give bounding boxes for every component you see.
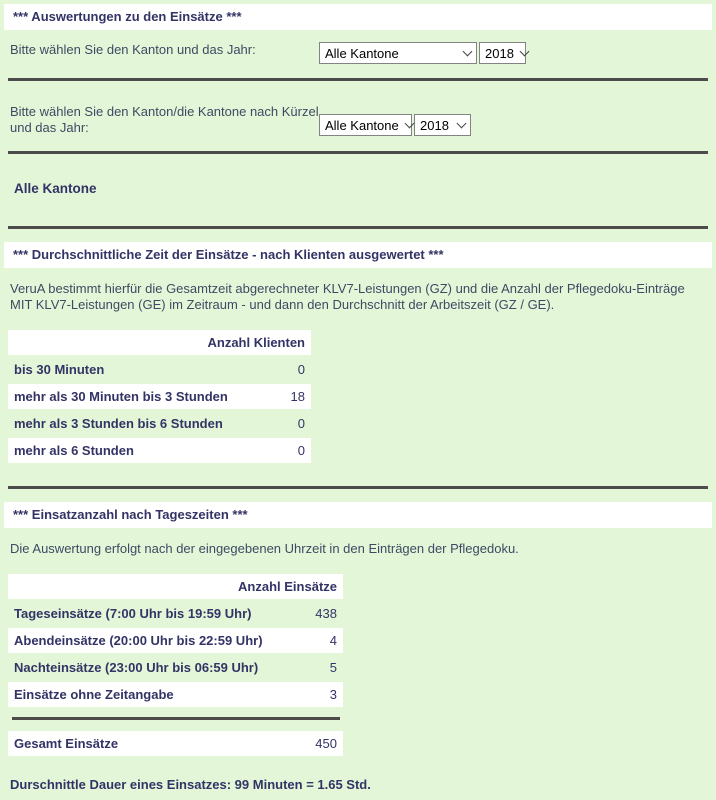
section-divider xyxy=(8,226,708,229)
kanton-year-filter-row xyxy=(4,42,712,64)
selected-kanton-heading: Alle Kantone xyxy=(14,181,97,196)
table-header-row xyxy=(8,574,343,599)
chevron-down-icon xyxy=(457,119,467,129)
table-row xyxy=(8,438,311,463)
row-value: 0 xyxy=(245,411,311,436)
row-label: Abendeinsätze (20:00 Uhr bis 22:59 Uhr) xyxy=(8,628,270,653)
daytime-section-title: *** Einsatzanzahl nach Tageszeiten *** xyxy=(4,502,712,528)
table-row xyxy=(8,601,343,626)
avg-time-section-title: *** Durchschnittliche Zeit der Einsätze - nach Klienten ausgewertet *** xyxy=(4,242,712,268)
year-select-value: 2018 xyxy=(485,45,514,61)
row-value: 18 xyxy=(245,384,311,409)
total-table xyxy=(8,729,343,758)
total-row xyxy=(8,731,343,756)
kuerzel-kanton-select-value: Alle Kantone xyxy=(325,117,399,133)
table-header-row xyxy=(8,330,311,355)
row-label: bis 30 Minuten xyxy=(8,357,245,382)
kuerzel-filter-row xyxy=(4,104,712,136)
kuerzel-selects xyxy=(319,114,471,136)
chevron-down-icon xyxy=(519,47,529,57)
table-row xyxy=(8,411,311,436)
table-row xyxy=(8,655,343,680)
daytime-description: Die Auswertung erfolgt nach der eingegebenen Uhrzeit in den Einträgen der Pflegedoku. xyxy=(10,541,519,556)
row-value: 5 xyxy=(270,655,343,680)
row-value: 4 xyxy=(270,628,343,653)
row-label: Nachteinsätze (23:00 Uhr bis 06:59 Uhr) xyxy=(8,655,270,680)
kanton-year-selects xyxy=(319,42,526,64)
kuerzel-label: Bitte wählen Sie den Kanton/die Kantone nach Kürzel und das Jahr: xyxy=(10,104,319,135)
kuerzel-year-select[interactable] xyxy=(414,114,471,136)
chevron-down-icon xyxy=(463,47,473,57)
kanton-year-label: Bitte wählen Sie den Kanton und das Jahr: xyxy=(10,42,256,57)
row-label: Tageseinsätze (7:00 Uhr bis 19:59 Uhr) xyxy=(8,601,270,626)
table-row xyxy=(8,682,343,707)
row-label: mehr als 30 Minuten bis 3 Stunden xyxy=(8,384,245,409)
avg-time-table xyxy=(8,328,311,465)
section-divider xyxy=(8,78,708,81)
row-label: mehr als 3 Stunden bis 6 Stunden xyxy=(8,411,245,436)
page-title: *** Auswertungen zu den Einsätze *** xyxy=(4,4,712,30)
kanton-select-value: Alle Kantone xyxy=(325,45,399,61)
section-divider xyxy=(8,151,708,154)
row-label: mehr als 6 Stunden xyxy=(8,438,245,463)
avg-time-description: VeruA bestimmt hierfür die Gesamtzeit abgerechneter KLV7-Leistungen (GZ) und die Anzahl der Pflegedoku-Einträge MIT KLV7-Leistungen (GE) im Zeitraum - und dann den Durchschnitt der Arbeitszeit (GZ / GE). xyxy=(10,281,685,312)
table-row xyxy=(8,357,311,382)
value-column-header: Anzahl Einsätze xyxy=(8,574,343,599)
chevron-down-icon xyxy=(404,119,414,129)
total-label: Gesamt Einsätze xyxy=(8,731,270,756)
section-divider xyxy=(8,486,708,489)
year-select[interactable] xyxy=(479,42,526,64)
table-row xyxy=(8,384,311,409)
table-row xyxy=(8,628,343,653)
total-value: 450 xyxy=(270,731,343,756)
row-value: 3 xyxy=(270,682,343,707)
row-label: Einsätze ohne Zeitangabe xyxy=(8,682,270,707)
value-column-header: Anzahl Klienten xyxy=(8,330,311,355)
kanton-select[interactable] xyxy=(319,42,477,64)
row-value: 0 xyxy=(245,438,311,463)
daytime-table xyxy=(8,572,343,709)
total-divider xyxy=(12,717,340,720)
row-value: 0 xyxy=(245,357,311,382)
row-value: 438 xyxy=(270,601,343,626)
kuerzel-year-select-value: 2018 xyxy=(420,117,449,133)
kuerzel-kanton-select[interactable] xyxy=(319,114,412,136)
average-duration-summary: Durschnittle Dauer eines Einsatzes: 99 Minuten = 1.65 Std. xyxy=(10,777,371,792)
